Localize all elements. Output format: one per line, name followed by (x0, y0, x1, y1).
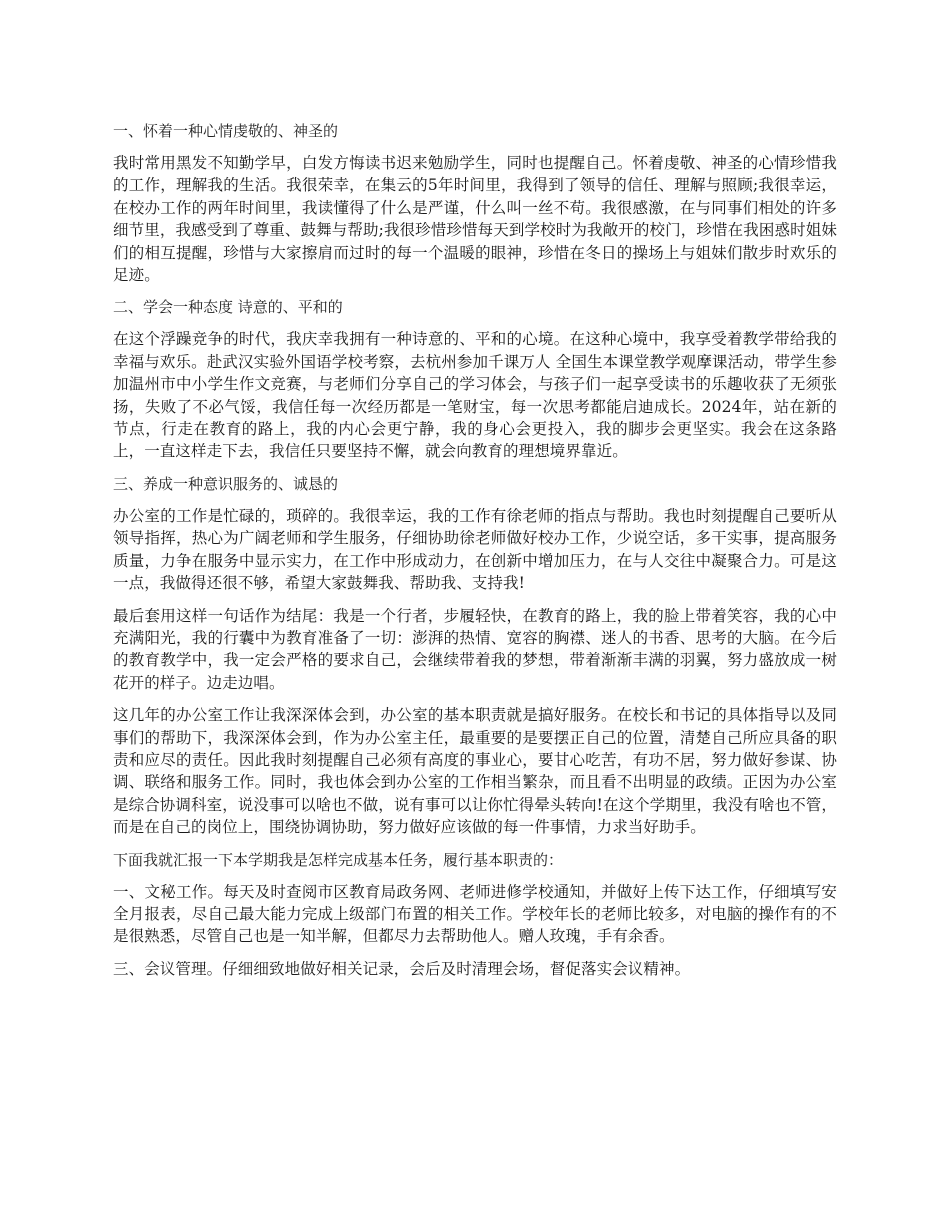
report-intro: 下面我就汇报一下本学期我是怎样完成基本任务，履行基本职责的： (113, 850, 564, 869)
paragraph-3: 办公室的工作是忙碌的，琐碎的。我很幸运，我的工作有徐老师的指点与帮助。我也时刻提醒自己要听从领导指挥，热心为广阔老师和学生服务，仔细协助徐老师做好校办工作，少说空话，多干实事，提高服务质量，力争在服务中显示实力，在工作中形成动力，在创新中增加压力，在与人交往中凝聚合力。可是这一点，我做得还很不够，希望大家鼓舞我、帮助我、支持我! (113, 506, 837, 593)
paragraph-2: 在这个浮躁竞争的时代，我庆幸我拥有一种诗意的、平和的心境。在这种心境中，我享受着教学带给我的幸福与欢乐。赴武汉实验外国语学校考察，去杭州参加千课万人 全国生本课堂教学观摩课活动，带学生参加温州市中小学生作文竞赛，与老师们分享自己的学习体会，与孩子们一起享受读书的乐趣收获了无须张扬，失败了不必气馁，我信任每一次经历都是一笔财宝，每一次思考都能启迪成长。2024年，站在新的节点，行走在教育的路上，我的内心会更宁静，我的身心会更投入，我的脚步会更坚实。我会在这条路上，一直这样走下去，我信任只要坚持不懈，就会向教育的理想境界靠近。 (113, 330, 837, 461)
section-heading-2: 二、学会一种态度 诗意的、平和的 (113, 298, 343, 317)
document-page (113, 120, 837, 990)
paragraph-1: 我时常用黑发不知勤学早，白发方悔读书迟来勉励学生，同时也提醒自己。怀着虔敬、神圣的心情珍惜我的工作，理解我的生活。我很荣幸，在集云的5年时间里，我得到了领导的信任、理解与照顾;我很幸运，在校办工作的两年时间里，我读懂得了什么是严谨，什么叫一丝不苟。我很感激，在与同事们相处的许多细节里，我感受到了尊重、鼓舞与帮助;我很珍惜珍惜每天到学校时为我敞开的校门，珍惜在我困惑时姐妹们的相互提醒，珍惜与大家擦肩而过时的每一个温暖的眼神，珍惜在冬日的操场上与姐妹们散步时欢乐的足迹。 (113, 154, 837, 285)
section-heading-1: 一、怀着一种心情虔敬的、神圣的 (113, 122, 339, 140)
paragraph-5: 这几年的办公室工作让我深深体会到，办公室的基本职责就是搞好服务。在校长和书记的具体指导以及同事们的帮助下，我深深体会到，作为办公室主任，最重要的是要摆正自己的位置，清楚自己所应具备的职责和应尽的责任。因此我时刻提醒自己必须有高度的事业心，要甘心吃苦，有功不居，努力做好参谋、协调、联络和服务工作。同时，我也体会到办公室的工作相当繁杂，而且看不出明显的政绩。正因为办公室是综合协调科室，说没事可以啥也不做，说有事可以让你忙得晕头转向!在这个学期里，我没有啥也不管，而是在自己的岗位上，围绕协调协助，努力做好应该做的每一件事情，力求当好助手。 (113, 706, 837, 837)
paragraph-4: 最后套用这样一句话作为结尾：我是一个行者，步履轻快，在教育的路上，我的脸上带着笑容，我的心中充满阳光，我的行囊中为教育准备了一切：澎湃的热情、宽容的胸襟、迷人的书香、思考的大脑。在今后的教育教学中，我一定会严格的要求自己，会继续带着我的梦想，带着渐渐丰满的羽翼，努力盛放成一树花开的样子。边走边唱。 (113, 606, 837, 692)
paragraph-secretarial-work: 一、文秘工作。每天及时查阅市区教育局政务网、老师进修学校通知，并做好上传下达工作，仔细填写安全月报表，尽自己最大能力完成上级部门布置的相关工作。学校年长的老师比较多，对电脑的操作有的不是很熟悉，尽管自己也是一知半解，但都尽力去帮助他人。赠人玫瑰，手有余香。 (113, 882, 837, 946)
section-heading-3: 三、养成一种意识服务的、诚恳的 (113, 474, 339, 493)
paragraph-meeting-management: 三、会议管理。仔细细致地做好相关记录，会后及时清理会场，督促落实会议精神。 (113, 959, 691, 978)
